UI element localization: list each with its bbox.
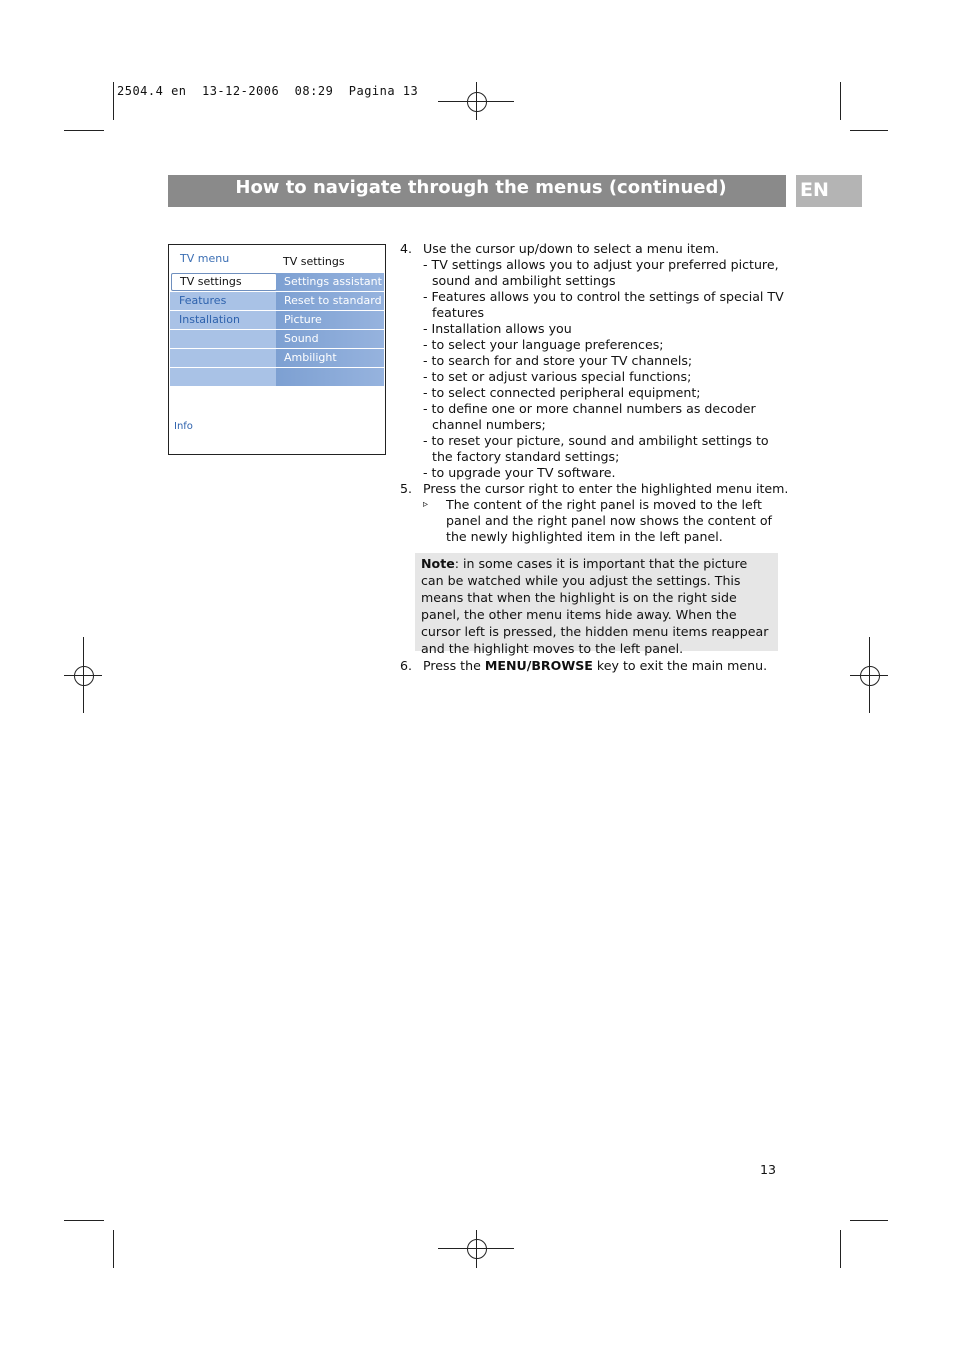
left-menu-item: TV settings (171, 273, 277, 291)
step-text-post: key to exit the main menu. (592, 658, 768, 673)
registration-circle (467, 92, 487, 112)
registration-circle (860, 666, 880, 686)
step-4-sub: - TV settings allows you to adjust your preferred picture, sound and ambilight settings (423, 257, 779, 288)
step-number: 6. (400, 658, 413, 673)
left-menu-item: Installation (170, 311, 276, 329)
registration-circle (74, 666, 94, 686)
note-text: : in some cases it is important that the picture can be watched while you adjust the settings. This means that when the highlight is on the right side panel, the other menu items hide away. When the cursor left is pressed, the hidden menu items reappear and the highlight moves to the left panel. (421, 556, 769, 656)
page-number: 13 (760, 1162, 777, 1177)
step-text: Use the cursor up/down to select a menu item. (423, 241, 720, 256)
result-arrow-icon: ▹ (423, 499, 429, 510)
crop-mark (113, 1230, 114, 1268)
right-menu-item: Picture (276, 311, 384, 329)
left-menu-item: Features (170, 292, 276, 310)
step-5 (400, 481, 790, 497)
section-title-bar (168, 175, 786, 207)
right-menu-item: Settings assistant (276, 273, 384, 291)
step-5-result (400, 497, 790, 545)
step-4-sub: - to select your language preferences; (423, 337, 664, 352)
right-menu-item (276, 368, 384, 386)
step-number: 5. (400, 481, 413, 496)
crop-mark (840, 82, 841, 120)
step-text: Press the cursor right to enter the highlighted menu item. (423, 481, 789, 496)
step-4-sub: - to upgrade your TV software. (423, 465, 616, 480)
step-4-sub: - to reset your picture, sound and ambilight settings to the factory standard settings; (423, 433, 769, 464)
step-4-sub: - to search for and store your TV channels; (423, 353, 693, 368)
language-label: EN (800, 179, 829, 201)
note-box (415, 553, 778, 656)
language-tab (796, 175, 862, 207)
step-number: 4. (400, 241, 413, 256)
tv-menu-illustration (168, 244, 386, 455)
left-menu-item (170, 330, 276, 348)
left-menu-item (170, 349, 276, 367)
right-menu-item: Ambilight (276, 349, 384, 367)
left-menu-item (170, 368, 276, 386)
step-4-sub: - to set or adjust various special functions; (423, 369, 692, 384)
crop-mark (840, 1230, 841, 1268)
menu-right-panel (276, 273, 384, 387)
step-4-sub: - to select connected peripheral equipment; (423, 385, 701, 400)
step-4-sub: - to define one or more channel numbers as decoder channel numbers; (423, 401, 756, 432)
crop-mark (850, 1220, 888, 1221)
crop-mark (850, 130, 888, 131)
step-4-sub: - Installation allows you (423, 321, 572, 336)
instructions (400, 241, 790, 545)
info-label: Info (174, 421, 193, 432)
tv-menu-title: TV menu (180, 252, 230, 265)
note-label: Note (421, 556, 455, 571)
menu-browse-key: MENU/BROWSE (484, 658, 593, 673)
step-4-sub: - Features allows you to control the settings of special TV features (423, 289, 784, 320)
crop-mark (64, 1220, 104, 1221)
registration-circle (467, 1239, 487, 1259)
tv-settings-title: TV settings (283, 255, 345, 268)
print-slug: 2504.4 en 13-12-2006 08:29 Pagina 13 (117, 84, 419, 98)
step-6 (400, 658, 813, 674)
right-menu-item: Reset to standard (276, 292, 384, 310)
menu-left-panel (170, 273, 276, 387)
crop-mark (113, 82, 114, 120)
result-text: The content of the right panel is moved to the left panel and the right panel now shows the content of the newly highlighted item in the left panel. (446, 497, 772, 544)
crop-mark (64, 130, 104, 131)
section-title: How to navigate through the menus (continued) (235, 177, 727, 198)
step-4 (400, 241, 790, 257)
right-menu-item: Sound (276, 330, 384, 348)
step-text-pre: Press the (423, 658, 485, 673)
